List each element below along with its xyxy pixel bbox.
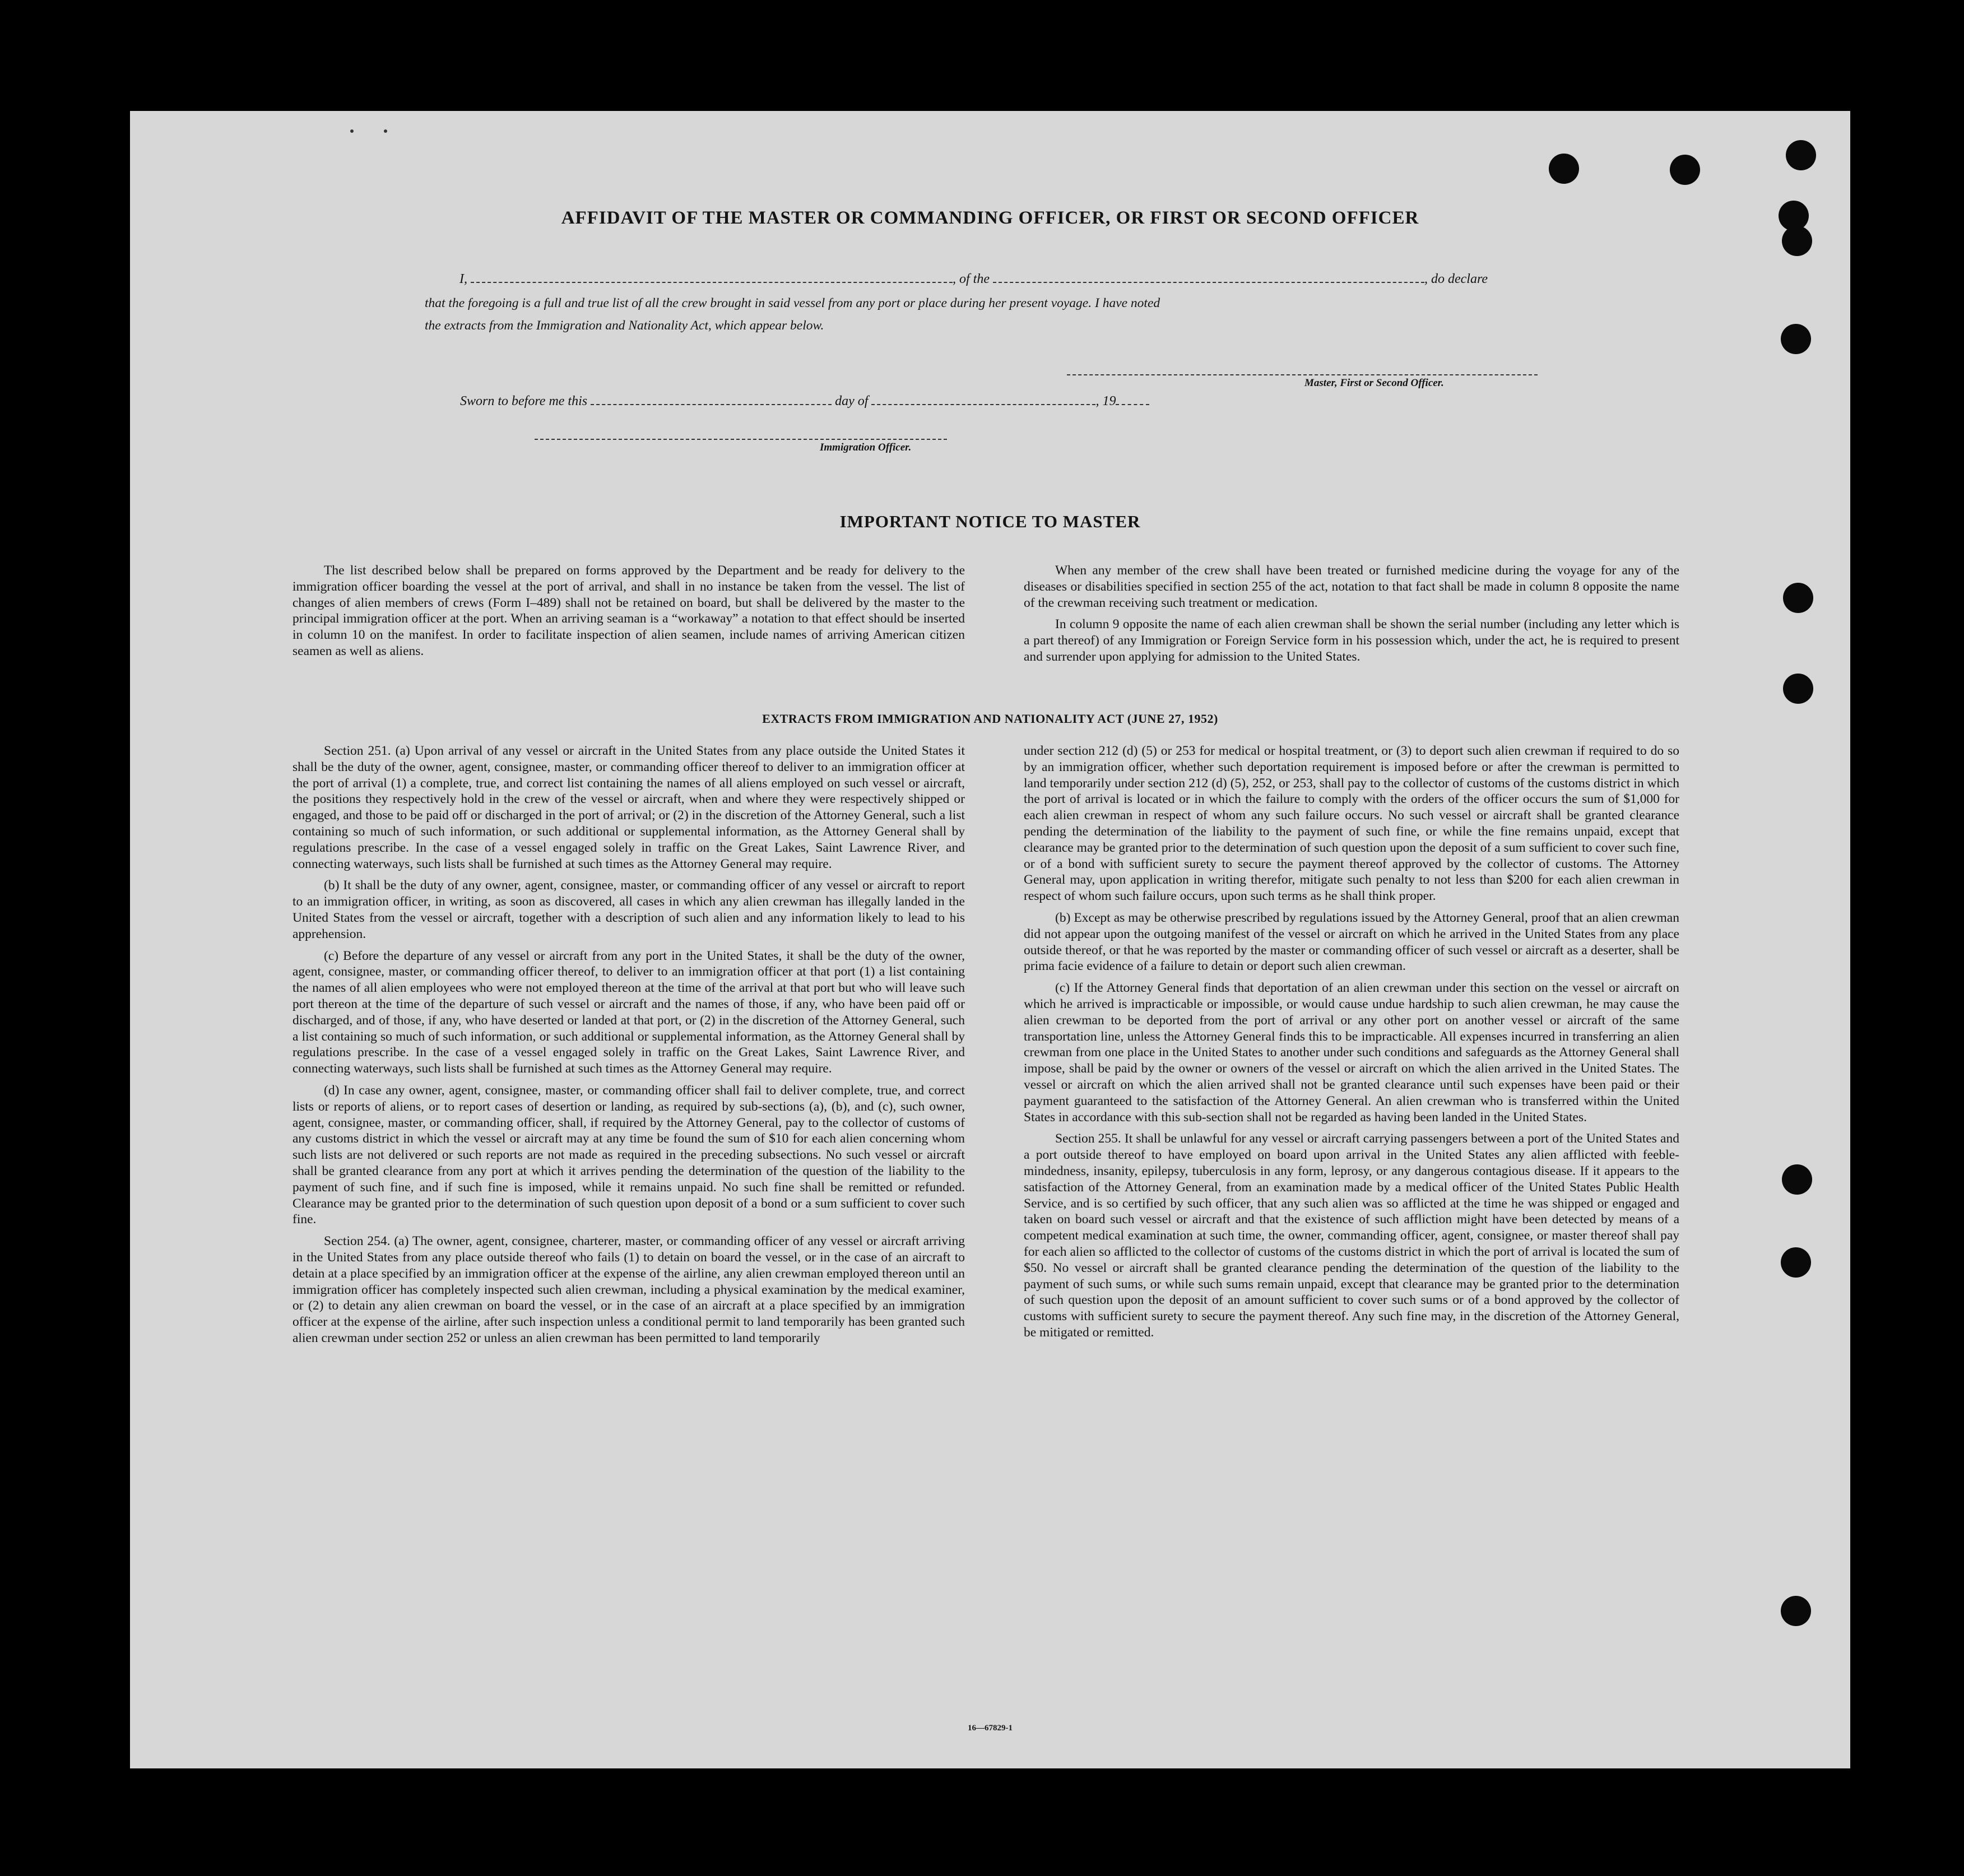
binder-hole — [1781, 324, 1811, 354]
paper-speck — [350, 129, 354, 133]
sworn-line — [460, 394, 1149, 409]
year-prefix: , 19 — [1095, 394, 1116, 408]
section-255: Section 255. It shall be unlawful for any vessel or aircraft carrying passengers between a port of the United States and a port outside thereof to have employed on board upon arrival in the United States any alien afflicted with feeble-mindedness, insanity, epilepsy, tuberculosis in any form, leprosy, or any dangerous contagious disease. If it appears to the satisfaction of the Attorney General, from an examination made by a medical officer of the United States Public Health Service, and is so certified by such officer, that any such alien was so afflicted at the time he was shipped or engaged and taken on board such vessel or aircraft and that the existence of such affliction might have been detected by means of a competent medical examination at such time, the owner, commanding officer, agent, consignee, or master thereof shall pay for each alien so afflicted to the collector of customs of the customs district in which the port of arrival is located the sum of $50. No vessel or aircraft shall be granted clearance pending the determination of the question of the liability to the payment of such sums, or while such sums remain unpaid, except that clearance may be granted prior to the determination of such question upon the deposit of an amount sufficient to cover such sums or of a bond approved by the collector of customs with sufficient surety to secure the payment thereof. Any such fine may, in the discretion of the Attorney General, be mitigated or remitted. — [1024, 1131, 1679, 1340]
notice-right-paragraph-1: When any member of the crew shall have been treated or furnished medicine during the voyage for any of the diseases or disabilities specified in section 255 of the act, notation to that fact shall be made in column 8 opposite the name of the crewman receiving such treatment or medication. — [1024, 563, 1679, 610]
do-declare-label: , do declare — [1424, 272, 1488, 286]
notice-left-column — [292, 563, 965, 665]
declaration-line-2: that the foregoing is a full and true list of all the crew brought in said vessel from any port or place during her present voyage. I have noted — [425, 296, 1160, 310]
vessel-name-field[interactable] — [993, 272, 1424, 283]
section-251-d: (d) In case any owner, agent, consignee, master, or commanding officer shall fail to deliver complete, true, and correct lists or reports of aliens, or to report cases of desertion or landing, as required by sub-sections (a), (b), and (c), such owner, agent, consignee, master, or commanding officer, shall, if required by the Attorney General, pay to the collector of customs of any customs district in which the vessel or aircraft may at any time be found the sum of $10 for each alien concerning whom such lists are not delivered or such reports are not made as required in the preceding subsections. No such vessel or aircraft shall be granted clearance from any port at which it arrives pending the determination of the question of the liability to the payment of such fine, and if such fine is imposed, while it remains unpaid. No such fine shall be remitted or refunded. Clearance may be granted prior to the determination of such question upon deposit of a bond or a sum sufficient to cover such fine. — [292, 1083, 965, 1227]
section-254-a-continued: under section 212 (d) (5) or 253 for medical or hospital treatment, or (3) to deport such alien crewman if required to do so by an immigration officer, whether such deportation requirement is imposed before or after the crewman is permitted to land temporarily under section 212 (d) (5), 252, or 253, shall pay to the collector of customs of the customs district in which the port of arrival is located or in which the failure to comply with the orders of the officer occurs the sum of $1,000 for each alien crewman in respect of whom any such failure occurs. No such vessel or aircraft shall be granted clearance pending the determination of the liability to the payment of such fine, or while the fine remains unpaid, except that clearance may be granted prior to the determination of such question upon the deposit of a sum sufficient to cover such fine, or of a bond with sufficient surety to secure the payment thereof approved by the collector of customs. The Attorney General may, upon application in writing therefor, mitigate such penalty to not less than $200 for each alien crewman in respect of whom such failure occurs, upon such terms as he shall think proper. — [1024, 744, 1679, 904]
immigration-caption: Immigration Officer. — [820, 442, 912, 453]
section-251-c: (c) Before the departure of any vessel or aircraft from any port in the United States, it shall be the duty of the owner, agent, consignee, master, or commanding officer thereof, to deliver to an immigration officer at that port (1) a list containing the names of all alien employees who were not employed thereon at the time of the arrival at that port but who will leave such port thereon at the time of the departure of such vessel or aircraft and the names of those, if any, who have been paid off or discharged, and of those, if any, who have deserted or landed at that port, or (2) in the discretion of the Attorney General, such a list containing so much of such information, or such additional or supplemental information, as the Attorney General shall by regulations prescribe. In the case of a vessel engaged solely in traffic on the Great Lakes, Saint Lawrence River, and connecting waterways, such lists shall be furnished at such times as the Attorney General may require. — [292, 948, 965, 1076]
binder-hole — [1786, 140, 1816, 170]
binder-hole — [1783, 674, 1813, 704]
declaration-line-1 — [459, 272, 1488, 287]
declaration-prefix: I, — [459, 272, 467, 286]
binder-hole — [1783, 583, 1813, 613]
binder-hole — [1781, 1247, 1811, 1278]
affidavit-title: AFFIDAVIT OF THE MASTER OR COMMANDING OFFICER, OR FIRST OR SECOND OFFICER — [561, 208, 1419, 228]
master-name-field[interactable] — [471, 272, 953, 283]
of-the-label: , of the — [953, 272, 990, 286]
binder-hole — [1670, 155, 1700, 185]
sworn-year-field[interactable] — [1116, 394, 1149, 405]
master-signature-line[interactable] — [1067, 374, 1538, 375]
binder-hole — [1782, 1164, 1812, 1195]
binder-hole — [1781, 1596, 1811, 1626]
binder-hole — [1782, 226, 1812, 256]
section-254-a: Section 254. (a) The owner, agent, consignee, charterer, master, or commanding officer of any vessel or aircraft arriving in the United States from any place outside thereof who fails (1) to detain on board the vessel, or in the case of an aircraft to detain at a place specified by an immigration officer at the expense of the airline, any alien crewman employed thereon until an immigration officer has completely inspected such alien crewman, including a physical examination by the medical examiner, or (2) to detain any alien crewman on board the vessel, or in the case of an aircraft at a place specified by an immigration officer at the expense of the airline, after such inspection unless a conditional permit to land temporarily has been granted such alien crewman under section 252 or unless an alien crewman has been permitted to land temporarily — [292, 1234, 965, 1345]
form-number: 16—67829-1 — [968, 1724, 1013, 1733]
immigration-signature-line[interactable] — [535, 439, 947, 440]
sworn-day-field[interactable] — [591, 394, 832, 405]
section-254-c: (c) If the Attorney General finds that deportation of an alien crewman under this section on the vessel or aircraft on which he arrived is impracticable or impossible, or would cause undue hardship to such alien crewman, he may cause the alien crewman to be deported from the port of arrival or any other port on another vessel or aircraft of the same transportation line, unless the Attorney General finds this to be impracticable. All expenses incurred in transferring an alien crewman from one place in the United States to another under such conditions and safeguards as the Attorney General shall impose, shall be paid by the owner or owners of the vessel or aircraft on which the alien arrived in the United States. The vessel or aircraft on which the alien arrived shall not be granted clearance until such expenses have been paid or their payment guaranteed to the satisfaction of the Attorney General. An alien crewman who is transferred within the United States in accordance with this sub-section shall not be regarded as having been landed in the United States. — [1024, 981, 1679, 1125]
sworn-prefix: Sworn to before me this — [460, 394, 588, 408]
paper-speck — [384, 129, 387, 133]
section-251-a: Section 251. (a) Upon arrival of any vessel or aircraft in the United States from any place outside the United States it shall be the duty of the owner, agent, consignee, master, or commanding officer thereof to deliver to an immigration officer at the port of arrival (1) a complete, true, and correct list containing the names of all aliens employed on such vessel or aircraft, the positions they respectively hold in the crew of the vessel or aircraft, when and where they were respectively shipped or engaged, and those to be paid off or discharged in the port of arrival; or (2) in the discretion of the Attorney General, such a list containing so much of such information, or such additional or supplemental information, as the Attorney General shall by regulations prescribe. In the case of a vessel engaged solely in traffic on the Great Lakes, Saint Lawrence River, and connecting waterways, such lists shall be furnished at such times as the Attorney General may require. — [292, 744, 965, 871]
binder-hole — [1549, 154, 1579, 184]
master-caption: Master, First or Second Officer. — [1304, 377, 1444, 389]
section-251-b: (b) It shall be the duty of any owner, agent, consignee, master, or commanding officer of any vessel or aircraft to report to an immigration officer, in writing, as soon as discovered, all cases in which any alien crewman has illegally landed in the United States from the vessel or aircraft, together with a description of such alien and any information likely to lead to his apprehension. — [292, 878, 965, 941]
sworn-month-field[interactable] — [871, 394, 1095, 405]
notice-right-paragraph-2: In column 9 opposite the name of each alien crewman shall be shown the serial number (including any letter which is a part thereof) of any Immigration or Foreign Service form in his possession which, under the act, he is required to present and surrender upon applying for admission to the United States. — [1024, 617, 1679, 664]
declaration-line-3: the extracts from the Immigration and Nationality Act, which appear below. — [425, 318, 824, 333]
day-of-label: day of — [835, 394, 869, 408]
extracts-right-column — [1024, 743, 1679, 1346]
notice-heading: IMPORTANT NOTICE TO MASTER — [839, 512, 1141, 531]
extracts-left-column — [292, 743, 965, 1352]
section-254-b: (b) Except as may be otherwise prescribed by regulations issued by the Attorney General, proof that an alien crewman did not appear upon the outgoing manifest of the vessel or aircraft on which he arrived in the United States from any place outside thereof, or that he was reported by the master or commanding officer of such vessel or aircraft as a deserter, shall be prima facie evidence of a failure to detain or deport such alien crewman. — [1024, 910, 1679, 974]
extracts-heading: EXTRACTS FROM IMMIGRATION AND NATIONALITY ACT (JUNE 27, 1952) — [762, 712, 1218, 726]
notice-right-column — [1024, 563, 1679, 671]
document-page — [130, 111, 1850, 1768]
notice-left-paragraph: The list described below shall be prepared on forms approved by the Department and be ready for delivery to the immigration officer boarding the vessel at the port of arrival, and shall in no instance be taken from the vessel. The list of changes of alien members of crews (Form I–489) shall not be retained on board, but shall be delivered by the master to the principal immigration officer at the port. When an arriving seaman is a “workaway” a notation to that effect should be inserted in column 10 on the manifest. In order to facilitate inspection of alien seamen, include names of arriving American citizen seamen as well as aliens. — [292, 563, 965, 658]
